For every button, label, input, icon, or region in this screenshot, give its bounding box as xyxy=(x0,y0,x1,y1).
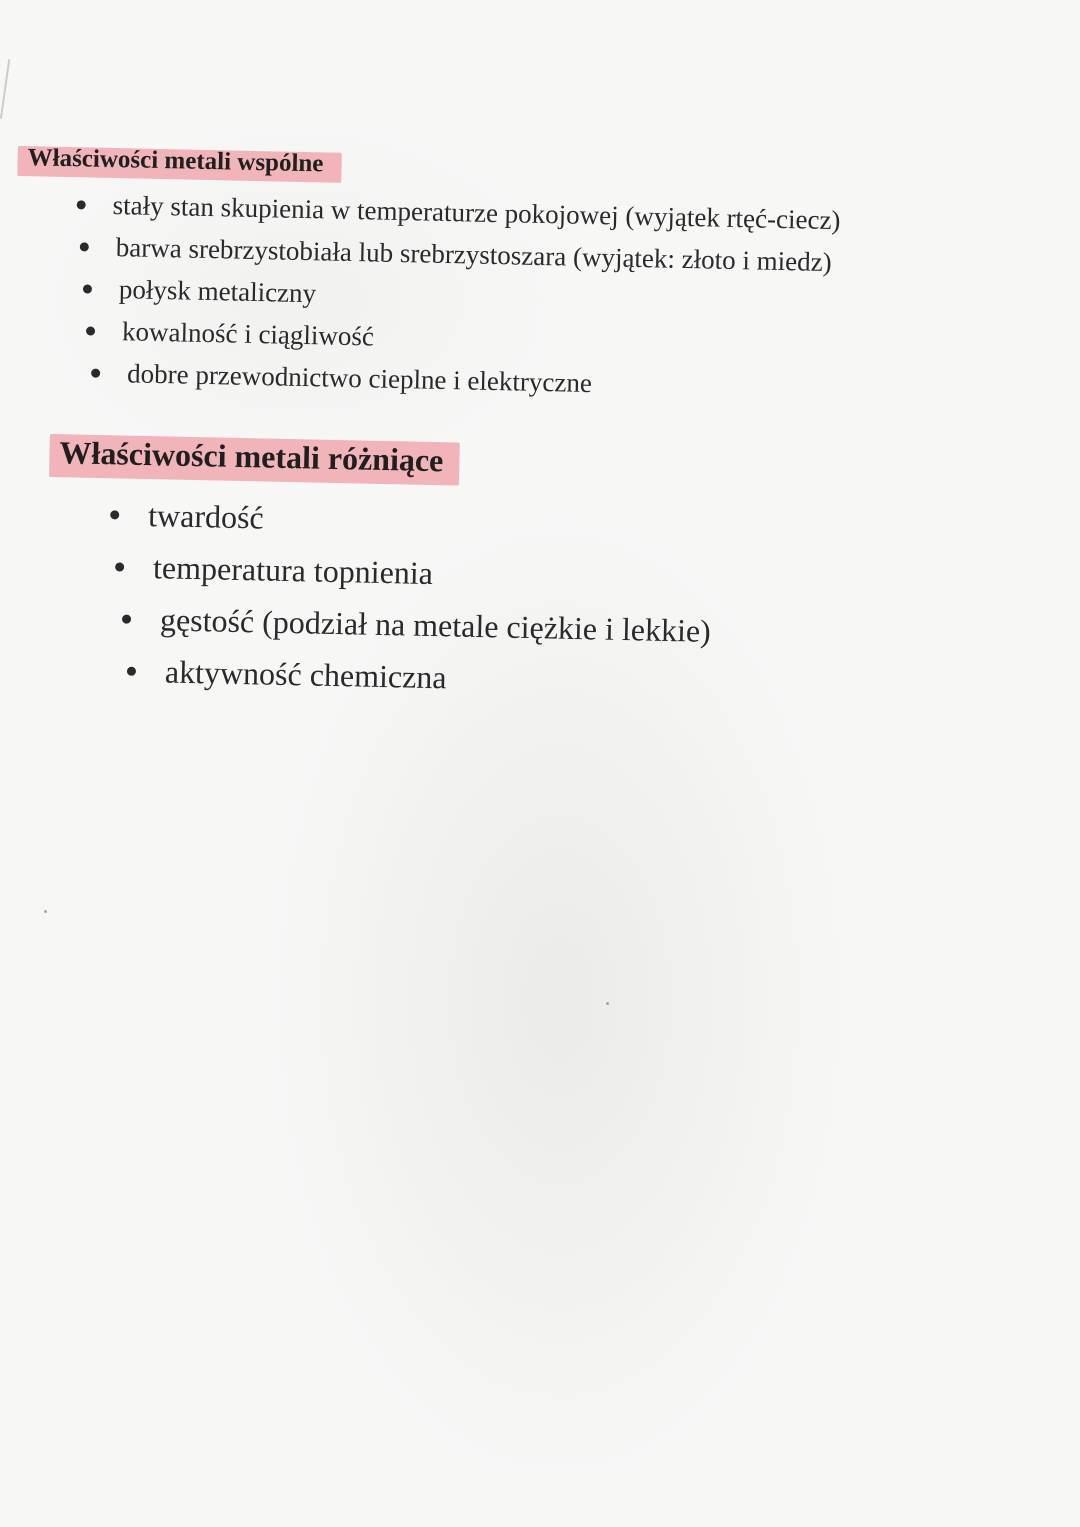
differing-properties-list xyxy=(144,489,713,709)
bullet-icon xyxy=(80,242,89,251)
list-item-text: twardość xyxy=(147,497,265,536)
paper-speck xyxy=(606,1002,609,1005)
bullet-icon xyxy=(127,667,136,676)
common-properties-list xyxy=(109,184,841,409)
section-heading-common xyxy=(17,142,341,183)
list-item-text: barwa srebrzystobiała lub srebrzystoszara (wyjątek: złoto i miedz) xyxy=(115,232,832,278)
list-item-text: gęstość (podział na metale ciężkie i lekkie) xyxy=(159,601,712,649)
common-properties-section xyxy=(13,142,842,409)
bullet-icon xyxy=(122,615,131,624)
list-item-text: stały stan skupienia w temperaturze pokojowej (wyjątek rtęć-ciecz) xyxy=(112,190,841,236)
page-edge-mark xyxy=(0,59,24,121)
list-item-text: kowalność i ciągliwość xyxy=(121,316,375,352)
list-item-text: aktywność chemiczna xyxy=(164,653,447,696)
list-item-text: połysk metaliczny xyxy=(118,274,317,309)
bullet-icon xyxy=(110,510,119,519)
heading-text: Właściwości metali różniące xyxy=(59,434,444,479)
bullet-icon xyxy=(77,200,86,209)
differing-properties-section xyxy=(44,430,714,709)
section-heading-differing xyxy=(49,430,460,486)
bullet-icon xyxy=(83,284,92,293)
heading-text: Właściwości metali wspólne xyxy=(27,144,324,178)
bullet-icon xyxy=(91,369,100,378)
paper-speck xyxy=(44,910,47,913)
list-item-text: dobre przewodnictwo cieplne i elektryczne xyxy=(126,358,593,399)
list-item xyxy=(164,645,710,708)
list-item-text: temperatura topnienia xyxy=(152,549,434,592)
bullet-icon xyxy=(115,562,124,571)
bullet-icon xyxy=(86,326,95,335)
